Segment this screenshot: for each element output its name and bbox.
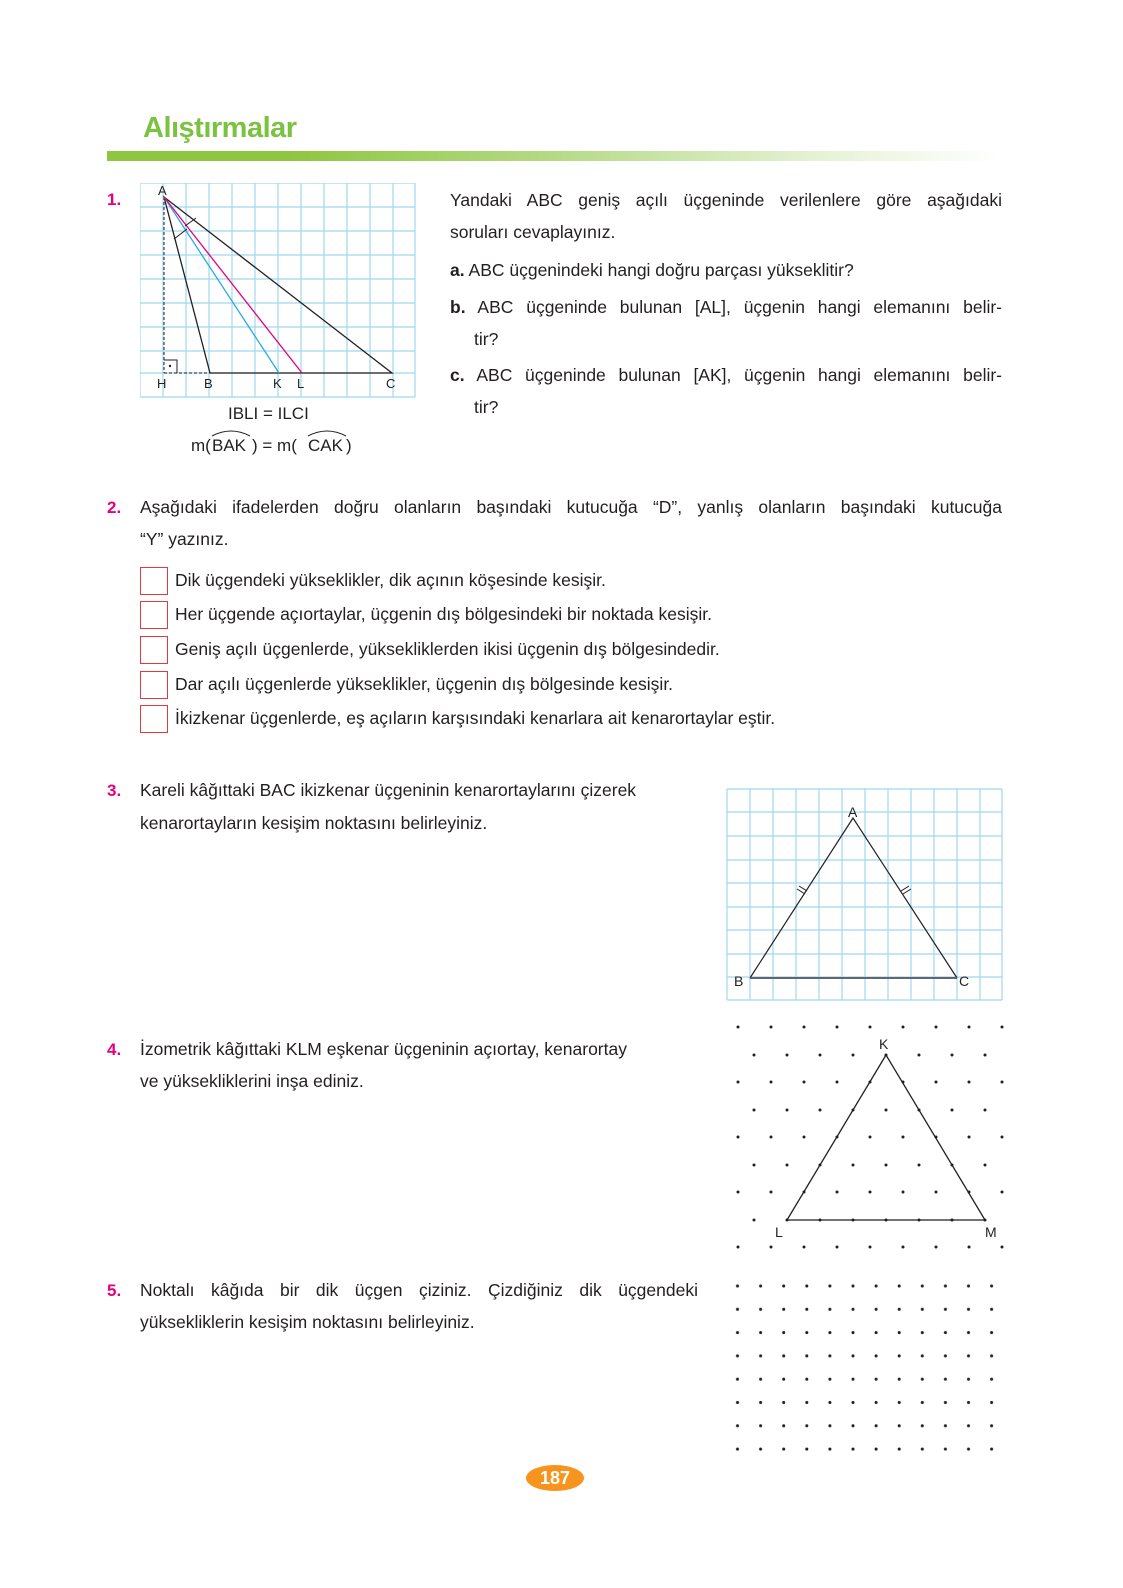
- label-L: L: [297, 376, 305, 391]
- label-A: A: [158, 183, 167, 198]
- answer-checkbox[interactable]: [140, 567, 168, 595]
- label-H: H: [157, 376, 167, 391]
- q1-part-b-cont: tir?: [474, 329, 499, 349]
- q2-instruction-line2: “Y” yazınız.: [140, 529, 229, 549]
- bisector-AK: [164, 197, 279, 373]
- page-number-badge: 187: [526, 1465, 584, 1491]
- q5-text-line2: yüksekliklerin kesişim noktasını belirleyiniz.: [140, 1312, 475, 1332]
- q5-text-line1: Noktalı kâğıda bir dik üçgen çiziniz. Çizdiğiniz dik üçgendeki: [140, 1280, 698, 1300]
- statement-text: Dar açılı üçgenlerde yükseklikler, üçgenin dış bölgesinde kesişir.: [175, 674, 674, 694]
- label-K: K: [273, 376, 282, 391]
- answer-checkbox[interactable]: [140, 636, 168, 664]
- answer-checkbox[interactable]: [140, 705, 168, 733]
- q2-statement-row: [140, 598, 712, 631]
- question-number-1: 1.: [107, 190, 122, 209]
- svg-text:BAK: BAK: [212, 436, 247, 455]
- q4-isometric-paper-figure: [726, 1018, 1011, 1253]
- q1-triangle-figure: [140, 183, 420, 458]
- q2-statement-row: [140, 633, 720, 666]
- equal-side-tick-marks: [797, 886, 911, 894]
- statement-text: Geniş açılı üçgenlerde, yüksekliklerden ikisi üçgenin dış bölgesindedir.: [175, 639, 720, 659]
- question-number-4: 4.: [107, 1040, 122, 1059]
- q1-part-a: a. ABC üçgenindeki hangi doğru parçası yükseklitir?: [450, 260, 854, 280]
- label-B: B: [204, 376, 213, 391]
- label-K: K: [879, 1036, 889, 1052]
- page-title: Alıştırmalar: [143, 112, 297, 144]
- q4-text-line1: İzometrik kâğıttaki KLM eşkenar üçgeninin açıortay, kenarortay: [140, 1039, 627, 1059]
- svg-text:m(: m(: [191, 436, 211, 455]
- q2-statement-row: [140, 702, 775, 735]
- dot-grid[interactable]: [726, 1278, 1006, 1454]
- label-L: L: [775, 1224, 783, 1240]
- angle-arc-CAK: [185, 218, 196, 226]
- svg-text:) = m(: ) = m(: [252, 436, 297, 455]
- q3-squared-paper-figure: [726, 788, 1006, 1003]
- svg-text:CAK: CAK: [308, 436, 343, 455]
- question-number-3: 3.: [107, 781, 122, 800]
- q1-part-c: c. ABC üçgeninde bulunan [AK], üçgenin hangi elemanını belir-: [450, 365, 1002, 385]
- statement-text: İkizkenar üçgenlerde, eş açıların karşısındaki kenarlara ait kenarortaylar eştir.: [175, 708, 776, 728]
- equilateral-triangle-KLM: [787, 1055, 985, 1220]
- q1-grid: [140, 183, 415, 397]
- median-AL: [164, 197, 302, 373]
- label-C: C: [386, 376, 396, 391]
- label-B: B: [734, 973, 744, 989]
- answer-checkbox[interactable]: [140, 671, 168, 699]
- q5-dotted-paper[interactable]: [726, 1278, 1011, 1458]
- q1-part-b: b. ABC üçgeninde bulunan [AL], üçgenin hangi elemanını belir-: [450, 297, 1002, 317]
- q2-statement-row: [140, 668, 673, 701]
- question-number-2: 2.: [107, 498, 122, 517]
- label-A: A: [848, 804, 858, 820]
- answer-checkbox[interactable]: [140, 601, 168, 629]
- q3-text-line2: kenarortayların kesişim noktasını belirleyiniz.: [140, 813, 488, 833]
- label-M: M: [985, 1224, 997, 1240]
- q4-text-line2: ve yüksekliklerini inşa ediniz.: [140, 1071, 364, 1091]
- q1-intro-line2: soruları cevaplayınız.: [450, 222, 616, 242]
- q1-part-c-cont: tir?: [474, 397, 499, 417]
- q3-text-line1: Kareli kâğıttaki BAC ikizkenar üçgeninin kenarortaylarını çizerek: [140, 780, 637, 800]
- label-C: C: [959, 973, 970, 989]
- given-equal-segments: IBLI = ILCI: [228, 404, 309, 423]
- statement-text: Dik üçgendeki yükseklikler, dik açının köşesinde kesişir.: [175, 570, 606, 590]
- q1-intro-line1: Yandaki ABC geniş açılı üçgeninde verilenlere göre aşağıdaki: [450, 190, 1002, 210]
- title-underline-bar: [107, 151, 1000, 161]
- q2-statement-row: [140, 564, 606, 597]
- question-number-5: 5.: [107, 1281, 122, 1300]
- given-equal-angles: [191, 431, 352, 455]
- isometric-dots: [737, 1026, 1004, 1249]
- statement-text: Her üçgende açıortaylar, üçgenin dış bölgesindeki bir noktada kesişir.: [175, 604, 712, 624]
- svg-text:): ): [346, 436, 352, 455]
- q2-instruction-line1: Aşağıdaki ifadelerden doğru olanların başındaki kutucuğa “D”, yanlış olanların başındaki kutucuğa: [140, 497, 1002, 517]
